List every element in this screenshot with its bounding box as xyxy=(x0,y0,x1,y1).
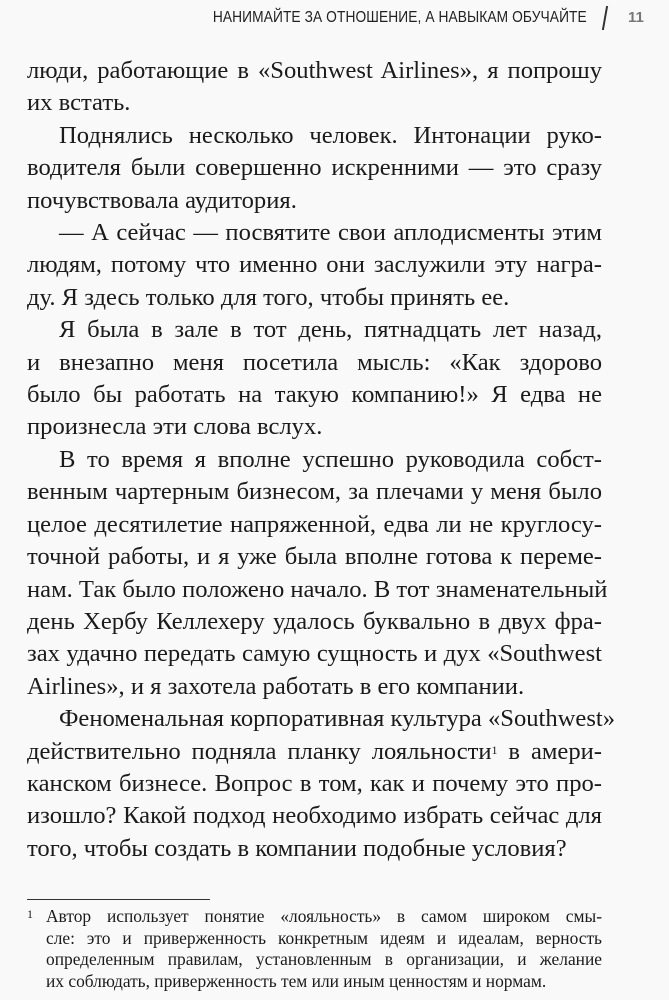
text-line: водителя были совершенно искренними — это сразу xyxy=(27,154,602,182)
text-line: и внезапно меня посетила мысль: «Как здорово xyxy=(27,348,602,376)
text-line: день Хербу Келлехеру удалось буквально в двух фра- xyxy=(27,607,602,635)
text-line: людям, потому что именно они заслужили эту награ- xyxy=(27,251,602,279)
text-line: того, чтобы создать в компании подобные условия? xyxy=(27,834,567,862)
text-line: произнесла эти слова вслух. xyxy=(27,413,323,441)
paragraph xyxy=(27,55,602,120)
paragraph xyxy=(27,217,602,314)
text-line: зах удачно передать самую сущность и дух «Southwest xyxy=(27,640,602,668)
footnote-reference[interactable]: 1 xyxy=(491,742,498,757)
header-divider xyxy=(602,6,608,30)
text-fragment: в амери- xyxy=(497,737,602,765)
paragraph xyxy=(27,444,608,703)
text-fragment: действительно подняла планку лояльности xyxy=(27,737,492,765)
text-line: венным чартерным бизнесом, за плечами у меня было xyxy=(27,478,602,506)
paragraph xyxy=(27,120,602,217)
body-text xyxy=(27,55,616,865)
paragraph xyxy=(27,314,602,444)
text-line: Феноменальная корпоративная культура «Southwest» xyxy=(59,705,616,733)
text-line: люди, работающие в «Southwest Airlines», я попрошу xyxy=(27,57,602,84)
text-line: Поднялись несколько человек. Интонации руко- xyxy=(59,121,602,149)
paragraph xyxy=(27,703,616,865)
text-line: канском бизнесе. Вопрос в том, как и почему это про- xyxy=(27,769,602,797)
text-line: было бы работать на такую компанию!» Я едва не xyxy=(27,381,602,409)
footnote-marker: 1 xyxy=(27,907,33,921)
text-line: их встать. xyxy=(27,89,131,117)
footnote xyxy=(27,906,602,992)
text-line: почувствовала аудитория. xyxy=(27,186,297,214)
page-header xyxy=(0,0,669,38)
footnote-line: Автор использует понятие «лояльность» в самом широком смы- xyxy=(46,906,602,926)
text-line: точной работы, и я уже была вполне готова к переме- xyxy=(27,543,602,571)
text-line: нам. Так было положено начало. В тот знаменательный xyxy=(27,575,608,603)
text-line: целое десятилетие напряженной, едва ли не круглосу- xyxy=(27,510,602,538)
footnote-line: их соблюдать, приверженность тем или иным ценностям и нормам. xyxy=(46,970,547,991)
text-line xyxy=(27,736,602,768)
footnote-text xyxy=(46,906,602,992)
text-line: изошло? Какой подход необходимо избрать сейчас для xyxy=(27,802,602,830)
footnote-separator xyxy=(27,899,210,900)
footnote-line: сле: это и приверженность конкретным идеям и идеалам, верность xyxy=(46,927,602,948)
text-line: В то время я вполне успешно руководила собст- xyxy=(59,445,602,473)
text-line: Я была в зале в тот день, пятнадцать лет назад, xyxy=(59,316,602,344)
text-line: — А сейчас — посвятите свои аплодисменты этим xyxy=(59,219,602,247)
page-number: 11 xyxy=(628,9,644,26)
text-line: Airlines», и я захотела работать в его компании. xyxy=(27,672,525,700)
text-line: ду. Я здесь только для того, чтобы принять ее. xyxy=(27,283,510,311)
running-title: НАНИМАЙТЕ ЗА ОТНОШЕНИЕ, А НАВЫКАМ ОБУЧАЙТЕ xyxy=(213,9,587,26)
footnote-line: определенным правилам, установленным в организации, и желание xyxy=(46,949,602,970)
